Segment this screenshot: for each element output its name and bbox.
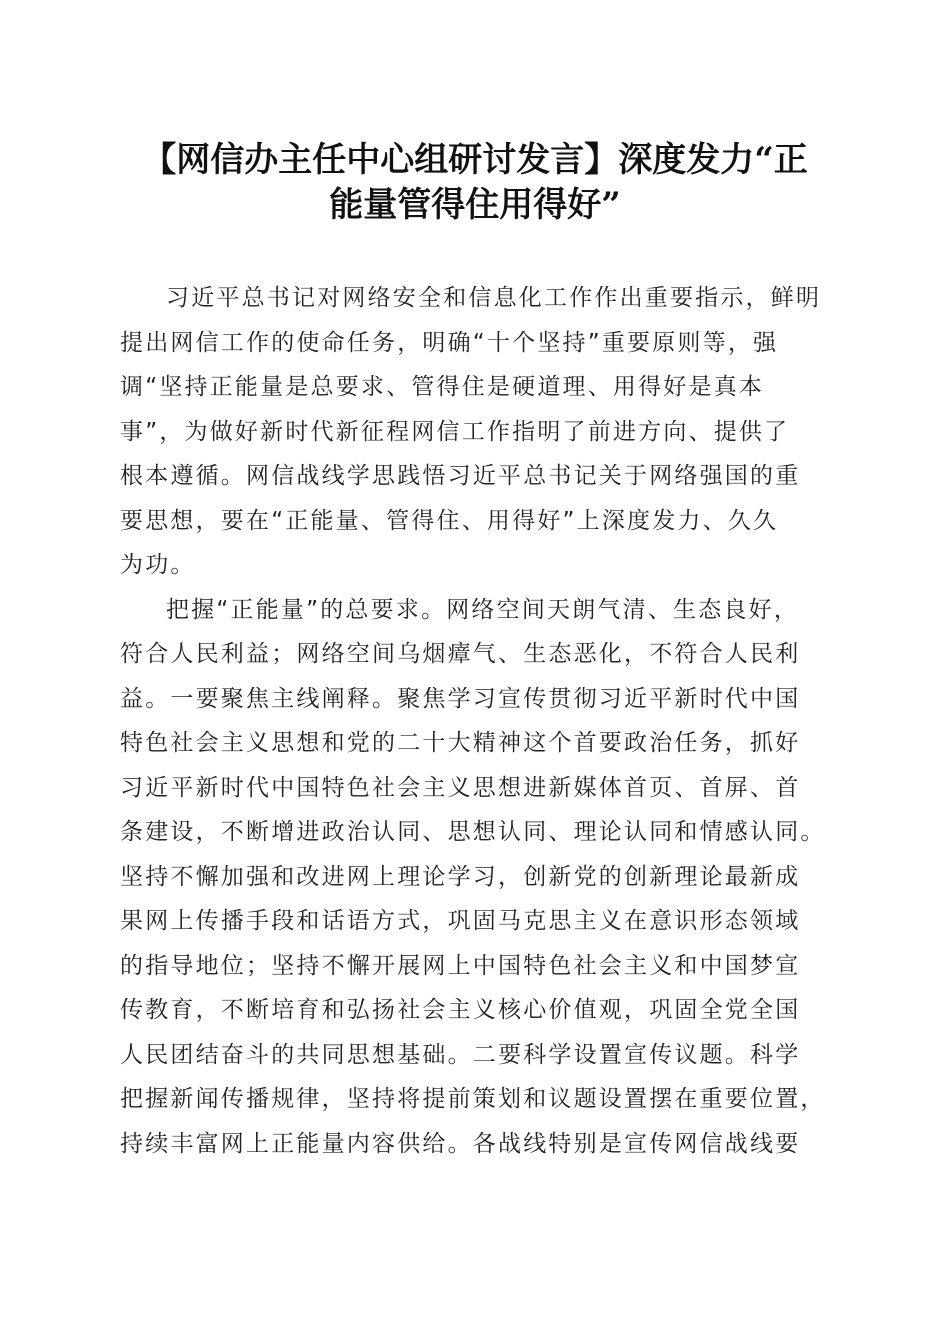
body-line: 为功。 (120, 552, 196, 578)
body-line: 益。一要聚焦主线阐释。聚焦学习宣传贯彻习近平新时代中国 (120, 685, 801, 712)
paragraph-first-line: 把握“正能量”的总要求。网络空间天朗气清、生态良好， (166, 596, 800, 623)
body-line: 调“坚持正能量是总要求、管得住是硬道理、用得好是真本 (120, 374, 765, 400)
body-line: 特色社会主义思想和党的二十大精神这个首要政治任务，抓好 (120, 730, 801, 756)
body-line: 持续丰富网上正能量内容供给。各战线特别是宣传网信战线要 (120, 1130, 801, 1157)
body-line: 坚持不懈加强和改进网上理论学习，创新党的创新理论最新成 (120, 863, 801, 890)
body-line: 符合人民利益；网络空间乌烟瘴气、生态恶化，不符合人民利 (120, 641, 801, 667)
body-line: 条建设，不断增进政治认同、思想认同、理论认同和情感认同。 (120, 819, 826, 845)
body-line: 习近平新时代中国特色社会主义思想进新媒体首页、首屏、首 (120, 774, 801, 801)
body-line: 要思想，要在“正能量、管得住、用得好”上深度发力、久久 (120, 507, 779, 534)
body-line: 传教育，不断培育和弘扬社会主义核心价值观，巩固全党全国 (120, 997, 801, 1023)
document-title (110, 138, 840, 228)
body-line: 果网上传播手段和话语方式，巩固马克思主义在意识形态领域 (120, 908, 801, 934)
body-line: 事”，为做好新时代新征程网信工作指明了前进方向、提供了 (120, 418, 790, 445)
body-line: 根本遵循。网信战线学思践悟习近平总书记关于网络强国的重 (120, 463, 801, 489)
body-line: 人民团结奋斗的共同思想基础。二要科学设置宣传议题。科学 (120, 1041, 801, 1068)
body-line: 把握新闻传播规律，坚持将提前策划和议题设置摆在重要位置， (120, 1086, 826, 1112)
title-line: 能量管得住用得好” (329, 185, 621, 225)
title-line: 【网信办主任中心组研讨发言】深度发力“正 (142, 140, 808, 180)
body-line: 提出网信工作的使命任务，明确“十个坚持”重要原则等，强 (120, 329, 779, 356)
body-line: 的指导地位；坚持不懈开展网上中国特色社会主义和中国梦宣 (120, 952, 801, 979)
document-body (120, 276, 850, 1166)
paragraph-first-line: 习近平总书记对网络安全和信息化工作作出重要指示，鲜明 (166, 285, 822, 311)
